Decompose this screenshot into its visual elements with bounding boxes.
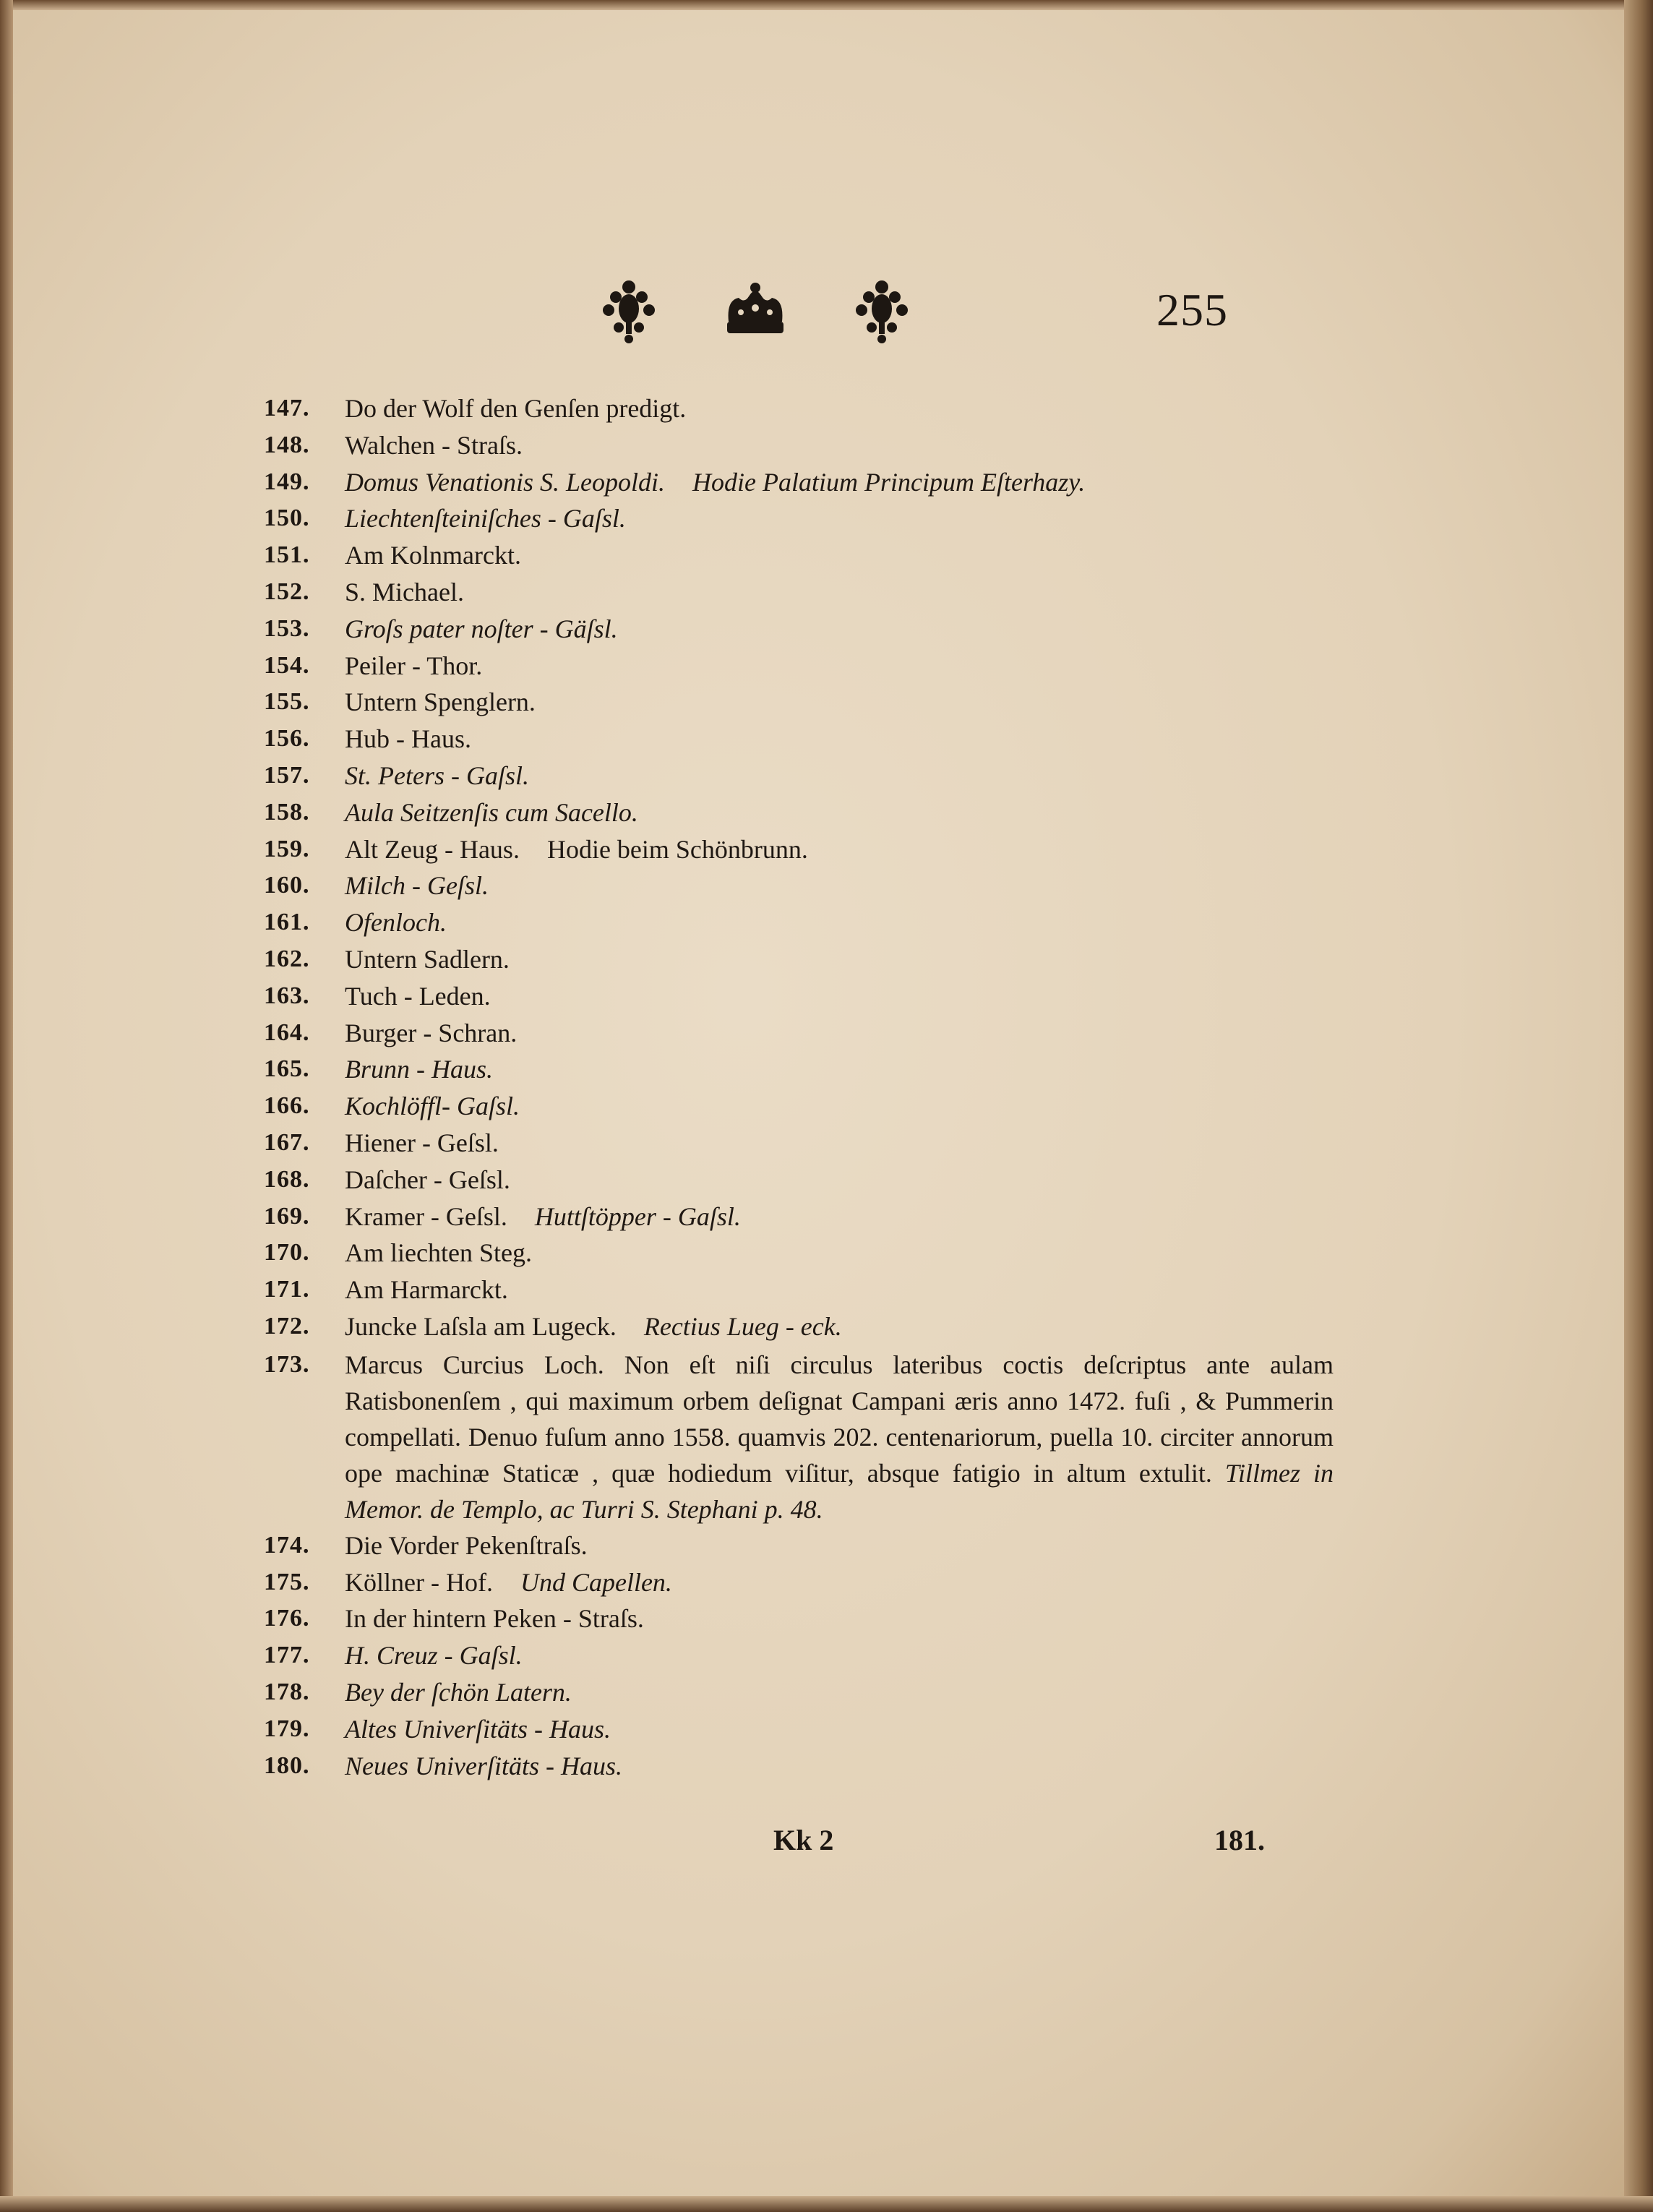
entry-roman-text: Tuch - Leden. <box>345 981 491 1011</box>
entry-italic-text: Altes Univerſitäts - Haus. <box>345 1714 611 1744</box>
list-item <box>264 1711 1334 1748</box>
entry-roman-text: Hiener - Geſsl. <box>345 1128 499 1157</box>
entry-roman-text: Marcus Curcius Loch. Non eſt niſi circulus lateribus coctis deſcriptus ante aulam Ratisbonenſem , qui maximum orbem deſignat Campani æris anno 1472. fuſi , & Pummerin compellati. Denuo fuſum anno 1558. quamvis 202. centenariorum, puella 10. circiter annorum ope machinæ Staticæ , quæ hodiedum viſitur, absque fatigio in altum extulit. <box>345 1350 1334 1488</box>
list-item <box>264 1637 1334 1674</box>
list-item <box>264 574 1334 611</box>
entry-number: 159. <box>264 835 310 862</box>
entry-number: 150. <box>264 505 310 532</box>
entry-number: 170. <box>264 1239 310 1266</box>
list-item <box>264 1199 1334 1235</box>
list-item <box>264 1748 1334 1785</box>
list-item <box>264 1272 1334 1308</box>
header-ornaments <box>600 275 911 347</box>
list-item <box>264 941 1334 978</box>
entry-roman-text: Juncke Laſsla am Lugeck. <box>345 1311 617 1341</box>
entry-text <box>345 390 1334 427</box>
entry-text <box>345 1125 1334 1162</box>
entry-number: 168. <box>264 1165 310 1193</box>
entry-italic-text: Domus Venationis S. Leopoldi. <box>345 467 666 497</box>
entry-text <box>345 1162 1334 1199</box>
entry-roman-text: Peiler - Thor. <box>345 651 483 680</box>
entry-text <box>345 464 1334 501</box>
entry-number: 167. <box>264 1128 310 1156</box>
entry-number: 166. <box>264 1092 310 1120</box>
entry-roman-text: Hodie beim Schönbrunn. <box>546 834 808 864</box>
entry-roman-text: S. Michael. <box>345 577 464 606</box>
list-item <box>264 1308 1334 1345</box>
list-item <box>264 537 1334 574</box>
entry-number: 153. <box>264 614 310 642</box>
entry-number: 147. <box>264 395 310 421</box>
entry-italic-text: St. Peters - Gaſsl. <box>345 760 529 790</box>
list-item <box>264 867 1334 904</box>
entry-italic-text: Huttſtöpper - Gaſsl. <box>534 1201 741 1231</box>
entry-text <box>345 1235 1334 1272</box>
entry-number: 169. <box>264 1202 310 1230</box>
list-item <box>264 464 1334 501</box>
entry-number: 163. <box>264 982 310 1009</box>
list-item <box>264 794 1334 831</box>
list-item <box>264 390 1334 427</box>
entry-text <box>345 1711 1334 1748</box>
entry-italic-text: Bey der ſchön Latern. <box>345 1677 572 1707</box>
entry-roman-text: Hub - Haus. <box>345 724 471 754</box>
list-item <box>264 500 1334 537</box>
entry-number: 172. <box>264 1312 310 1339</box>
entry-italic-text: Groſs pater noſter - Gäſsl. <box>345 614 618 643</box>
entry-italic-text: Aula Seitzenſis cum Sacello. <box>345 797 638 827</box>
entry-number: 151. <box>264 541 310 569</box>
list-item <box>264 1674 1334 1711</box>
entry-number: 148. <box>264 431 310 458</box>
entry-roman-text: Am liechten Steg. <box>345 1238 532 1268</box>
fleur-ornament-icon <box>600 278 658 343</box>
entry-text <box>345 1308 1334 1345</box>
entry-roman-text: Die Vorder Pekenſtraſs. <box>345 1530 588 1560</box>
page-right-edge <box>1624 0 1653 2212</box>
fleur-ornament-icon <box>853 278 911 343</box>
entry-text <box>345 1015 1334 1052</box>
list-item <box>264 1235 1334 1272</box>
entry-text <box>345 1674 1334 1711</box>
entry-italic-text: Rectius Lueg - eck. <box>643 1311 842 1341</box>
list-item <box>264 1125 1334 1162</box>
list-item <box>264 611 1334 648</box>
entry-roman-text: Walchen - Straſs. <box>345 430 523 460</box>
list-item <box>264 427 1334 464</box>
list-item <box>264 721 1334 758</box>
entry-text <box>345 500 1334 537</box>
entry-text <box>345 1088 1334 1125</box>
entry-text <box>345 1600 1334 1637</box>
entry-text <box>345 904 1334 941</box>
entry-roman-text: Untern Spenglern. <box>345 687 536 717</box>
list-item <box>264 1162 1334 1199</box>
page-left-edge <box>0 0 13 2212</box>
list-item <box>264 1051 1334 1088</box>
list-item <box>264 758 1334 794</box>
list-item <box>264 1600 1334 1637</box>
entry-roman-text: Am Kolnmarckt. <box>345 541 521 570</box>
entry-italic-text: Milch - Geſsl. <box>345 871 489 901</box>
entry-number: 149. <box>264 468 310 495</box>
entry-text <box>345 1272 1334 1308</box>
crown-ornament-icon <box>723 282 788 340</box>
entry-roman-text: Köllner - Hof. <box>345 1567 493 1597</box>
entry-text <box>345 1637 1334 1674</box>
list-item <box>264 684 1334 721</box>
entry-text <box>345 1199 1334 1235</box>
entry-number: 179. <box>264 1715 310 1742</box>
page-number: 255 <box>1156 284 1228 335</box>
entry-number: 158. <box>264 798 310 826</box>
signature-mark: Kk 2 <box>773 1824 834 1856</box>
entry-italic-text: H. Creuz - Gaſsl. <box>345 1641 523 1671</box>
catchword: 181. <box>1214 1824 1265 1856</box>
list-item <box>264 1088 1334 1125</box>
page-bottom-edge <box>0 2196 1653 2212</box>
entry-number: 155. <box>264 688 310 716</box>
entry-number: 165. <box>264 1055 310 1083</box>
entry-text <box>345 721 1334 758</box>
list-item <box>264 978 1334 1015</box>
list-item <box>264 1564 1334 1601</box>
entry-roman-text: Daſcher - Geſsl. <box>345 1165 510 1194</box>
entry-number: 180. <box>264 1752 310 1779</box>
entry-number: 157. <box>264 761 310 789</box>
entry-number: 175. <box>264 1568 310 1595</box>
entry-text <box>345 1748 1334 1785</box>
entry-text <box>345 831 1334 868</box>
entry-text <box>345 1527 1334 1564</box>
list-item <box>264 831 1334 868</box>
list-item <box>264 904 1334 941</box>
entry-number: 152. <box>264 578 310 605</box>
entry-roman-text: Kramer - Geſsl. <box>345 1201 507 1231</box>
entry-number: 178. <box>264 1678 310 1705</box>
entry-number: 171. <box>264 1276 310 1303</box>
entry-italic-text: Kochlöffl- Gaſsl. <box>345 1092 520 1121</box>
entry-number: 162. <box>264 945 310 972</box>
entry-number: 177. <box>264 1642 310 1669</box>
entry-text <box>345 427 1334 464</box>
entry-roman-text: Alt Zeug - Haus. <box>345 834 520 864</box>
entry-roman-text: Do der Wolf den Genſen predigt. <box>345 394 687 423</box>
list-item <box>264 1527 1334 1564</box>
entry-number: 173. <box>264 1350 310 1378</box>
entry-italic-text: Liechtenſteiniſches - Gaſsl. <box>345 504 626 533</box>
entry-italic-text: Brunn - Haus. <box>345 1055 493 1084</box>
entry-text <box>345 978 1334 1015</box>
entry-roman-text: Burger - Schran. <box>345 1018 518 1047</box>
entry-number: 160. <box>264 872 310 899</box>
entry-number: 161. <box>264 909 310 936</box>
page-top-edge <box>0 0 1653 10</box>
entry-number: 156. <box>264 725 310 753</box>
list-item <box>264 1347 1334 1527</box>
entry-text <box>345 574 1334 611</box>
entry-text <box>345 867 1334 904</box>
entry-list <box>264 390 1334 1784</box>
entry-number: 176. <box>264 1605 310 1632</box>
entry-text <box>345 1347 1334 1527</box>
entry-text <box>345 794 1334 831</box>
entry-number: 164. <box>264 1019 310 1046</box>
entry-italic-text: Tillmez in Memor. de Templo, ac Turri S. Stephani p. 48. <box>345 1458 1334 1524</box>
entry-text <box>345 941 1334 978</box>
entry-text <box>345 648 1334 685</box>
list-item <box>264 1015 1334 1052</box>
entry-number: 154. <box>264 651 310 679</box>
entry-number: 174. <box>264 1531 310 1559</box>
entry-italic-text: Neues Univerſitäts - Haus. <box>345 1751 622 1780</box>
entry-italic-text: Und Capellen. <box>520 1567 672 1597</box>
entry-italic-text: Ofenloch. <box>345 908 447 938</box>
entry-roman-text: In der hintern Peken - Straſs. <box>345 1604 644 1634</box>
entry-roman-text: Am Harmarckt. <box>345 1275 508 1305</box>
entry-roman-text: Untern Sadlern. <box>345 944 510 974</box>
entry-text <box>345 537 1334 574</box>
entry-text <box>345 684 1334 721</box>
entry-text <box>345 1564 1334 1601</box>
entry-text <box>345 758 1334 794</box>
entry-italic-text: Hodie Palatium Principum Eſterhazy. <box>692 467 1086 497</box>
list-item <box>264 648 1334 685</box>
entry-text <box>345 1051 1334 1088</box>
entry-text <box>345 611 1334 648</box>
